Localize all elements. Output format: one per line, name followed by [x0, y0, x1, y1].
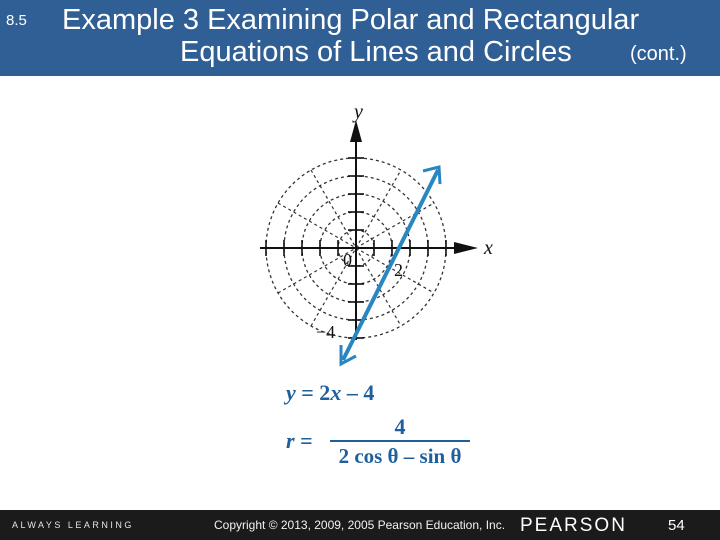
slide-header — [0, 0, 720, 76]
y-axis-arrow — [350, 120, 362, 142]
copyright-notice: Copyright © 2013, 2009, 2005 Pearson Education, Inc. — [214, 518, 506, 532]
axes — [260, 138, 456, 340]
slide-title-line2: Equations of Lines and Circles — [180, 36, 572, 68]
rectangular-equation — [286, 380, 374, 406]
tick-label-neg4: −4 — [316, 322, 336, 342]
eq1-minus-4: – 4 — [341, 380, 375, 405]
polar-equation — [286, 414, 486, 470]
line-y-2x-4 — [343, 170, 438, 360]
x-axis-arrow — [454, 242, 478, 254]
origin-label: 0 — [343, 250, 352, 270]
eq1-x: x — [330, 380, 342, 405]
fraction-denominator: 2 cos θ – sin θ — [338, 444, 462, 468]
pearson-logo: PEARSON — [520, 515, 627, 536]
polar-graph — [250, 98, 510, 378]
tick-label-2: 2 — [394, 260, 403, 280]
polar-equation-lhs — [286, 428, 313, 454]
eq2-equals: = — [294, 428, 313, 453]
slide-footer — [0, 510, 720, 540]
continued-label: (cont.) — [630, 43, 687, 65]
fraction-bar — [330, 440, 470, 442]
x-axis-label: x — [484, 237, 493, 259]
eq1-equals-2: = 2 — [295, 380, 331, 405]
slide-title-line1: Example 3 Examining Polar and Rectangular — [62, 4, 640, 36]
section-number: 8.5 — [6, 12, 27, 29]
fraction-numerator: 4 — [394, 414, 406, 439]
eq2-r: r — [286, 428, 295, 453]
polar-equation-fraction — [330, 414, 470, 469]
y-axis-label: y — [354, 101, 363, 123]
always-learning-tagline: ALWAYS LEARNING — [12, 520, 134, 530]
page-number: 54 — [668, 517, 685, 534]
eq1-y: y — [286, 380, 296, 405]
polar-graph-svg — [250, 98, 510, 378]
